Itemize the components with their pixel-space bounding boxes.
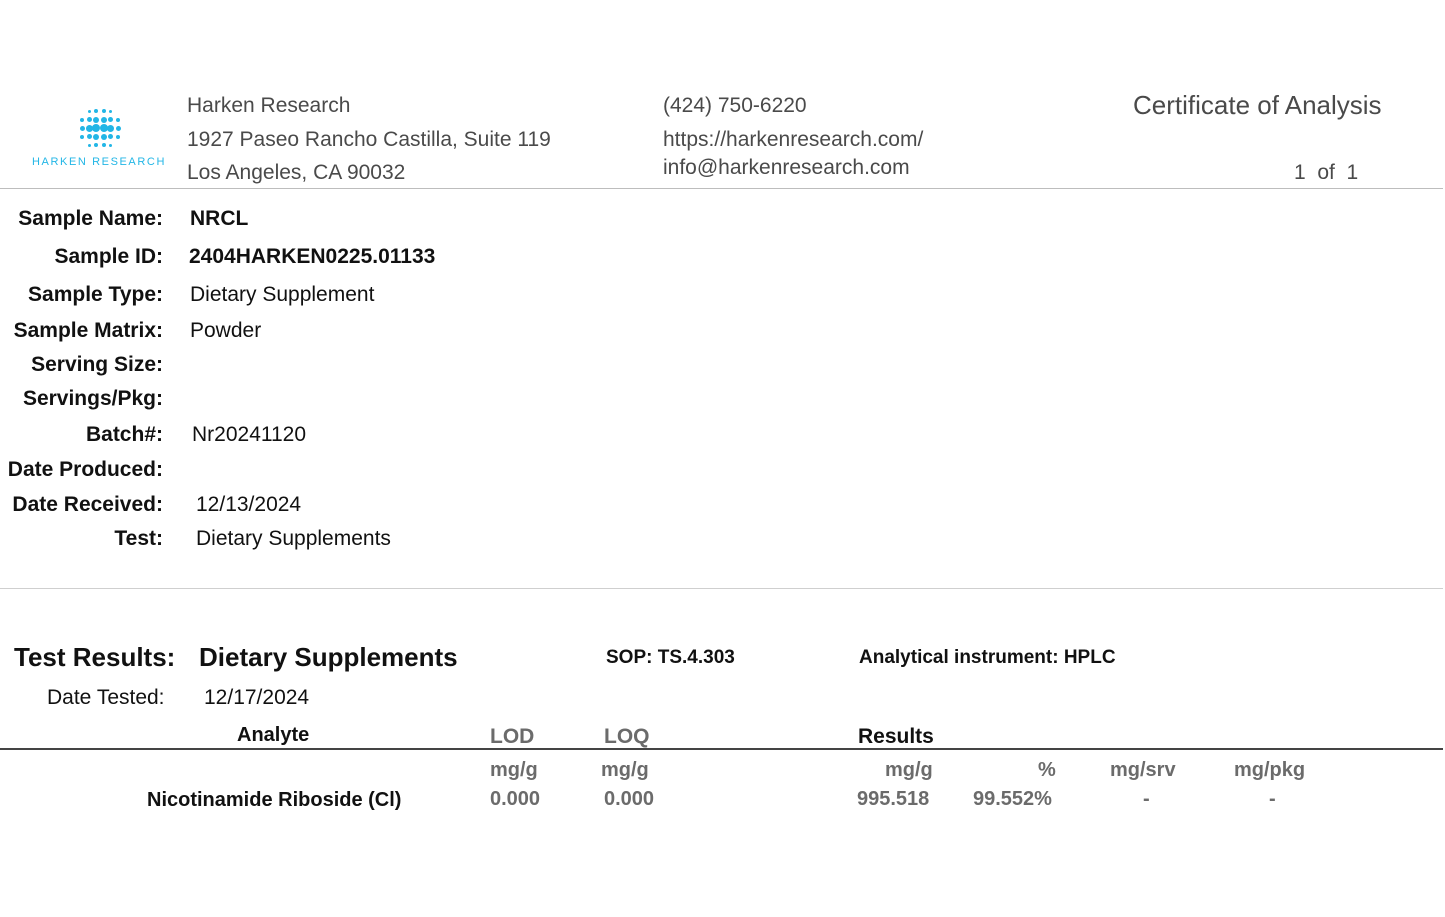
- result-mg-srv: -: [1143, 788, 1150, 810]
- result-mg-pkg: -: [1269, 788, 1276, 810]
- result-percent: 99.552%: [973, 788, 1052, 810]
- test-results-category: Dietary Supplements: [199, 642, 458, 672]
- logo-dot: [108, 117, 113, 122]
- page-of: of: [1317, 161, 1335, 184]
- logo-dot: [80, 135, 84, 139]
- lab-email[interactable]: info@harkenresearch.com: [663, 156, 910, 179]
- logo-dots-icon: [78, 106, 120, 150]
- logo-dot: [80, 126, 85, 131]
- logo-dot: [107, 125, 114, 132]
- page-total: 1: [1346, 161, 1359, 184]
- sample-matrix-value: Powder: [190, 319, 262, 342]
- column-results: Results: [858, 725, 934, 748]
- sample-type-value: Dietary Supplement: [190, 283, 375, 306]
- logo-dot: [102, 143, 106, 147]
- lab-website[interactable]: https://harkenresearch.com/: [663, 128, 924, 151]
- logo-dot: [116, 135, 120, 139]
- lab-name: Harken Research: [187, 94, 351, 117]
- lab-address-line2: Los Angeles, CA 90032: [187, 161, 406, 184]
- date-tested-value: 12/17/2024: [204, 686, 310, 709]
- loq-value: 0.000: [604, 788, 655, 810]
- unit-percent: %: [1038, 759, 1056, 781]
- batch-value: Nr20241120: [192, 423, 307, 446]
- column-analyte: Analyte: [237, 724, 310, 746]
- test-value: Dietary Supplements: [196, 527, 391, 550]
- logo-dot: [116, 126, 121, 131]
- sample-matrix-label: Sample Matrix:: [13, 319, 163, 342]
- logo-dot: [88, 110, 91, 113]
- column-loq: LOQ: [604, 725, 650, 748]
- date-received-label: Date Received:: [12, 493, 163, 516]
- analytical-instrument: Analytical instrument: HPLC: [859, 647, 1116, 668]
- servings-pkg-label: Servings/Pkg:: [22, 387, 163, 410]
- unit-mg-srv: mg/srv: [1110, 759, 1176, 781]
- logo-dot: [102, 109, 106, 113]
- logo-dot: [109, 144, 112, 147]
- date-received-value: 12/13/2024: [196, 493, 302, 516]
- logo-dot: [88, 144, 91, 147]
- table-header-divider: [0, 748, 1443, 750]
- batch-label: Batch#:: [85, 423, 163, 446]
- logo-dot: [108, 134, 113, 139]
- test-label: Test:: [114, 527, 163, 550]
- test-results-heading: Test Results:: [14, 642, 176, 672]
- logo-dot: [116, 118, 120, 122]
- logo-dot: [93, 134, 99, 140]
- lab-address-line1: 1927 Paseo Rancho Castilla, Suite 119: [187, 128, 551, 151]
- logo-dot: [109, 110, 112, 113]
- logo-dot: [93, 117, 99, 123]
- sample-name-value: NRCL: [190, 207, 249, 230]
- sample-divider: [0, 588, 1443, 589]
- logo-text: HARKEN RESEARCH: [31, 156, 167, 168]
- page-number: [1294, 161, 1358, 185]
- unit-loq: mg/g: [601, 759, 649, 781]
- logo-dot: [94, 109, 98, 113]
- unit-mg-g: mg/g: [885, 759, 933, 781]
- unit-mg-pkg: mg/pkg: [1234, 759, 1306, 781]
- result-mg-g: 995.518: [857, 788, 930, 810]
- date-produced-label: Date Produced:: [7, 458, 163, 481]
- logo-dot: [101, 117, 107, 123]
- logo-dot: [87, 117, 92, 122]
- logo-dot: [94, 143, 98, 147]
- page-current: 1: [1294, 161, 1306, 184]
- lab-phone: (424) 750-6220: [663, 94, 807, 117]
- sample-type-label: Sample Type:: [28, 283, 163, 306]
- column-lod: LOD: [490, 725, 535, 748]
- sop-label: SOP: TS.4.303: [606, 647, 735, 668]
- sample-name-label: Sample Name:: [18, 207, 163, 230]
- logo-dot: [80, 118, 84, 122]
- lod-value: 0.000: [490, 788, 541, 810]
- serving-size-label: Serving Size:: [31, 353, 163, 376]
- header-divider: [0, 188, 1443, 189]
- sample-id-label: Sample ID:: [54, 245, 163, 268]
- logo-dot: [87, 134, 92, 139]
- date-tested-label: Date Tested:: [47, 686, 165, 709]
- company-logo: [14, 106, 184, 172]
- logo-dot: [101, 134, 107, 140]
- analyte-name: Nicotinamide Riboside (Cl): [147, 789, 402, 811]
- document-title: Certificate of Analysis: [1133, 90, 1382, 120]
- sample-id-value: 2404HARKEN0225.01133: [189, 245, 436, 268]
- unit-lod: mg/g: [490, 759, 538, 781]
